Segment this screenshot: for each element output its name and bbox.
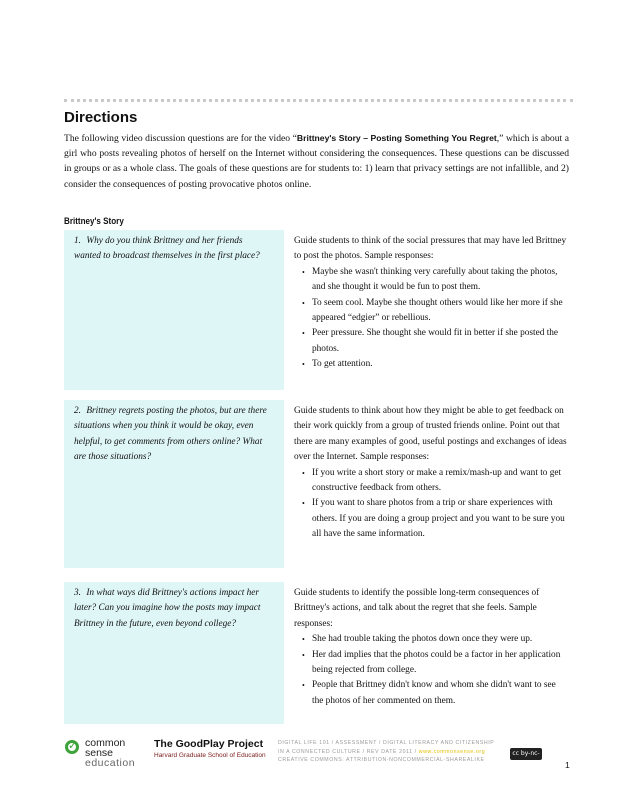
video-title: Brittney's Story – Posting Something You Regret <box>296 133 497 143</box>
page-number: 1 <box>565 760 570 770</box>
response-text: People that Brittney didn't know and whom she didn't want to see the photos of her commented on them. <box>312 680 556 706</box>
list-item <box>294 678 567 709</box>
bullet-icon: • <box>302 267 305 277</box>
response-text: Her dad implies that the photos could be a factor in her application being rejected from college. <box>312 649 561 676</box>
response-text: If you want to share photos from a trip or share experiences with others. If you are doing a group project and you want to be sure you all have the same information. <box>312 498 565 540</box>
bullet-icon: • <box>302 681 305 691</box>
question-box <box>64 230 284 390</box>
answer-guide <box>294 404 567 543</box>
intro-paragraph <box>64 131 569 192</box>
bullet-icon: • <box>302 650 305 660</box>
response-text: She had trouble taking the photos down once they were up. <box>312 634 533 645</box>
creative-commons-icon: cc by-nc-sa <box>510 748 542 760</box>
guide-text: Guide students to identify the possible long-term consequences of Brittney's actions, and talk about the regret that she feels. Sample responses: <box>294 588 540 629</box>
logo-word: sense <box>85 747 114 759</box>
question-row <box>64 230 569 390</box>
bullet-icon: • <box>302 499 305 509</box>
bullet-icon: • <box>302 360 305 370</box>
goodplay-logo-subtitle: Harvard Graduate School of Education <box>154 752 266 759</box>
intro-after: ,” which is about a girl who posts revealing photos of herself on the Internet without considering the consequences. These questions can be discussed in groups or as a whole class. The goals of these questions are for students to: 1) learn that privacy settings are not infallible, and 2) consider the consequences of posting provocative photos online. <box>64 133 570 190</box>
section-label: Brittney's Story <box>64 216 124 227</box>
license-line: CREATIVE COMMONS: ATTRIBUTION-NONCOMMERCIAL-SHAREALIKE <box>278 757 485 764</box>
license-line: DIGITAL LIFE 101 / ASSESSMENT / DIGITAL LITERACY AND CITIZENSHIP <box>278 740 495 746</box>
list-item <box>294 357 567 372</box>
question-box <box>64 400 284 568</box>
response-text: If you write a short story or make a remix/mash-up and want to get constructive feedback from others. <box>312 467 562 494</box>
answer-guide <box>294 586 567 709</box>
checkmark-icon: ✓ <box>68 739 78 752</box>
license-line-text: IN A CONNECTED CULTURE / REV DATE 2011 / <box>278 748 417 755</box>
question-body: In what ways did Brittney's actions impact her later? Can you imagine how the posts may impact Brittney in the future, even beyond college? <box>74 588 261 629</box>
list-item <box>294 326 567 357</box>
guide-text: Guide students to think of the social pressures that may have led Brittney to post the photos. Sample responses: <box>294 236 567 262</box>
answer-guide <box>294 234 567 373</box>
list-item <box>294 632 567 647</box>
goodplay-logo-title: The GoodPlay Project <box>154 738 264 750</box>
bullet-icon: • <box>302 635 305 645</box>
question-body: Brittney regrets posting the photos, but are there situations when you think it would be okay, even helpful, to get comments from others online? What are those situations? <box>74 406 267 463</box>
question-row <box>64 400 569 568</box>
response-text: Peer pressure. She thought she would fit in better if she posted the photos. <box>312 328 559 354</box>
bullet-icon: • <box>302 298 305 308</box>
logo-word: common <box>85 737 126 749</box>
license-line <box>278 748 508 757</box>
logo-word: education <box>85 757 136 769</box>
bullet-icon: • <box>302 329 305 339</box>
question-number: 2. <box>74 406 81 416</box>
question-row <box>64 582 569 724</box>
common-sense-logo <box>64 736 144 770</box>
list-item <box>294 496 567 542</box>
question-number: 3. <box>74 588 81 598</box>
page-footer <box>64 736 574 776</box>
license-text <box>278 739 508 765</box>
list-item <box>294 466 567 497</box>
intro-before: The following video discussion questions are for the video “ <box>64 133 297 144</box>
response-list <box>294 632 567 709</box>
list-item <box>294 296 567 327</box>
response-text: To seem cool. Maybe she thought others would like her more if she appeared “edgier” or rebellious. <box>312 297 563 324</box>
question-box <box>64 582 284 724</box>
bullet-icon: • <box>302 468 305 478</box>
response-list <box>294 265 567 373</box>
page-title: Directions <box>64 109 138 126</box>
question-text <box>74 234 270 265</box>
list-item <box>294 648 567 679</box>
response-text: To get attention. <box>312 359 373 370</box>
website-link[interactable]: www.commonsense.org <box>418 748 486 755</box>
list-item <box>294 265 567 296</box>
guide-text: Guide students to think about how they might be able to get feedback on their work quickly from a group of trusted friends online. Point out that there are many examples of good, useful postings and exchanges of ideas over the Internet. Sample responses: <box>294 406 567 463</box>
question-body: Why do you think Brittney and her friends wanted to broadcast themselves in the first place? <box>74 236 260 262</box>
question-number: 1. <box>74 236 81 246</box>
question-text <box>74 586 270 632</box>
header-divider <box>64 99 573 102</box>
question-text <box>74 404 270 466</box>
response-text: Maybe she wasn't thinking very carefully about taking the photos, and she thought it would be fun to post them. <box>312 266 558 293</box>
response-list <box>294 466 567 543</box>
